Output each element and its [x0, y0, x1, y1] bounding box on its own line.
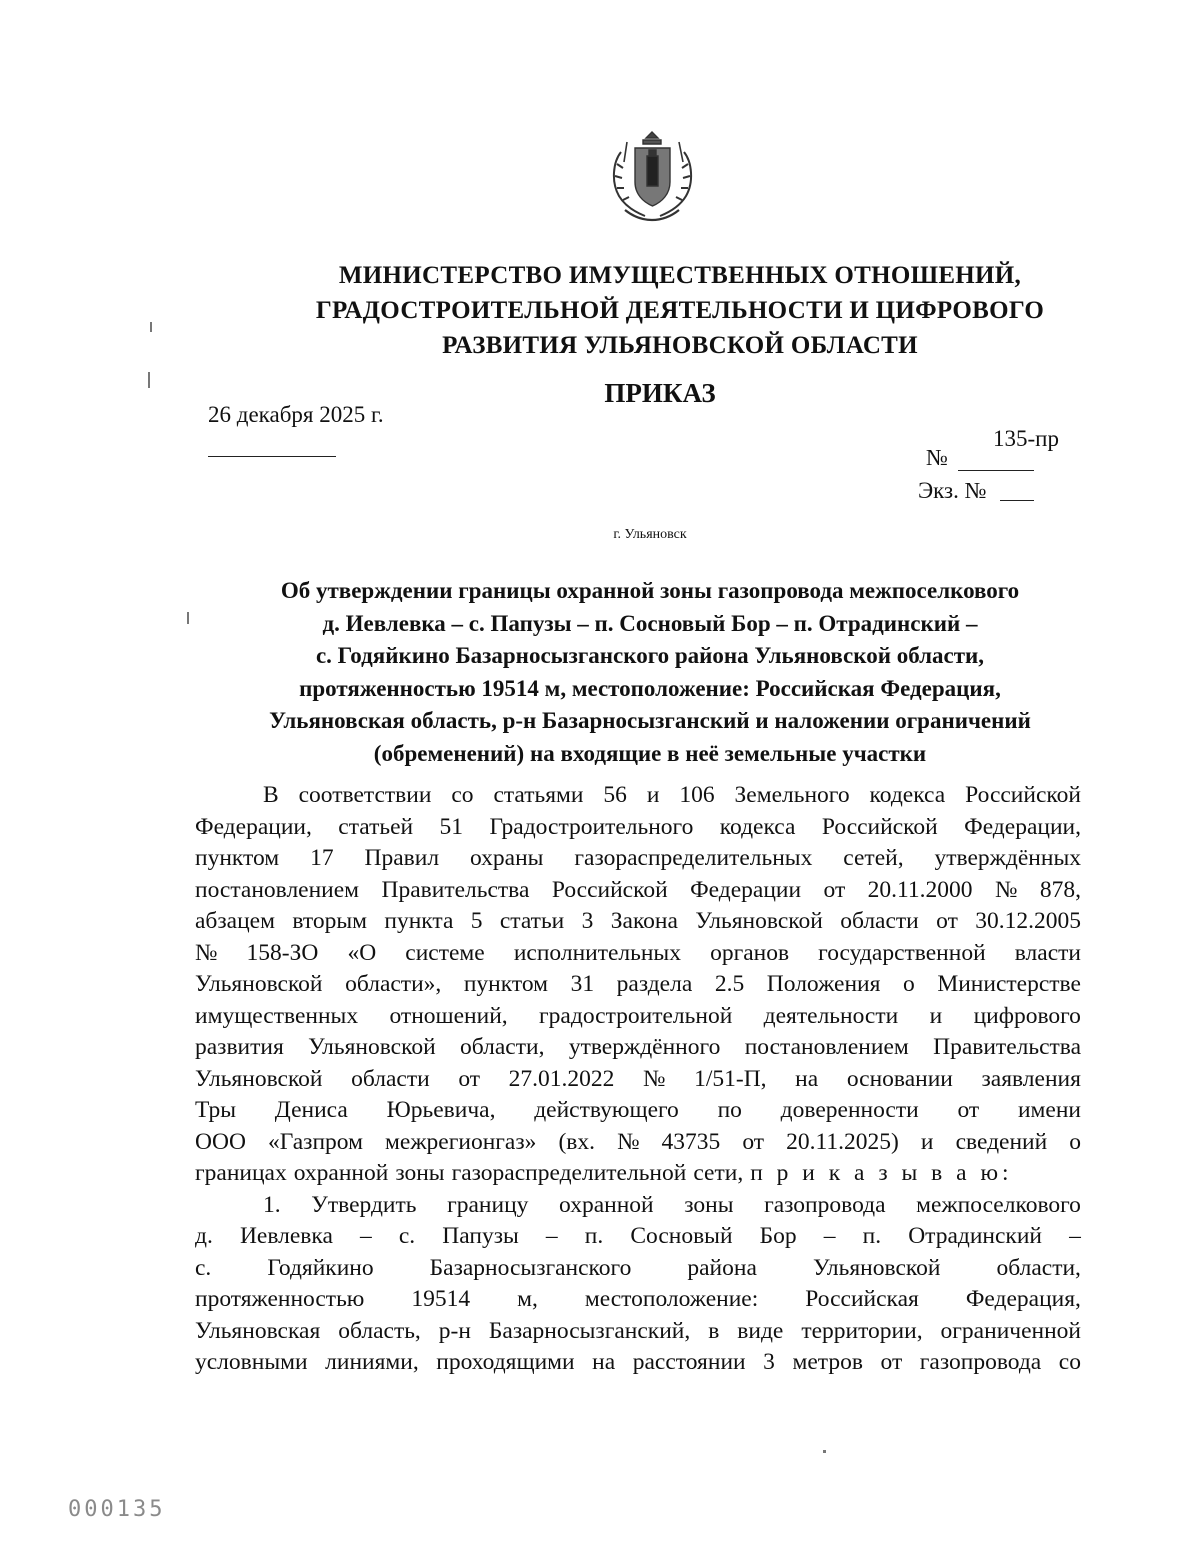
order-word: п р и к а з ы в а ю:	[750, 1160, 1013, 1186]
body-line: ООО «Газпром межрегионгаз» (вх. № 43735 от 20.11.2025) и сведений о	[195, 1128, 1081, 1155]
ministry-line-3: РАЗВИТИЯ УЛЬЯНОВСКОЙ ОБЛАСТИ	[442, 332, 918, 359]
order-body	[195, 780, 1081, 1379]
order-number-value: 135-пр	[993, 426, 1059, 451]
body-line: № 158-ЗО «О системе исполнительных органов государственной власти	[195, 939, 1081, 966]
copy-number-underline	[1000, 500, 1034, 501]
body-line: Федерации, статьей 51 Градостроительного кодекса Российской Федерации,	[195, 813, 1081, 840]
order-number-label: №	[926, 445, 948, 470]
subject-line: Ульяновская область, р-н Базарносызганский и наложении ограничений	[269, 708, 1031, 733]
body-line: постановлением Правительства Российской Федерации от 20.11.2000 № 878,	[195, 876, 1081, 903]
ministry-name	[300, 258, 1060, 363]
body-line: условными линиями, проходящими на расстоянии 3 метров от газопровода со	[195, 1349, 1081, 1375]
coat-of-arms-emblem	[605, 128, 700, 228]
body-line: имущественных отношений, градостроительной деятельности и цифрового	[195, 1002, 1081, 1029]
body-line: с. Годяйкино Базарносызганского района Ульяновской области,	[195, 1254, 1081, 1281]
body-line: развития Ульяновской области, утверждённого постановлением Правительства	[195, 1034, 1081, 1060]
page-stamp-number: 000135	[68, 1497, 166, 1522]
body-line: 1. Утвердить границу охранной зоны газопровода межпоселкового	[263, 1191, 1081, 1218]
ministry-line-2: ГРАДОСТРОИТЕЛЬНОЙ ДЕЯТЕЛЬНОСТИ И ЦИФРОВОГО	[315, 297, 1045, 324]
subject-line: (обременений) на входящие в неё земельные участки	[373, 740, 927, 766]
copy-number-label: Экз. №	[918, 478, 987, 503]
body-line: границах охранной зоны газораспределительной сети, п р и к а з ы в а ю:	[195, 1158, 1081, 1190]
body-line: Ульяновская область, р-н Базарносызганский, в виде территории, ограниченной	[195, 1317, 1081, 1344]
scan-speck	[823, 1450, 826, 1453]
subject-line: д. Иевлевка – с. Папузы – п. Сосновый Бор – п. Отрадинский –	[322, 610, 978, 636]
order-number-underline	[958, 470, 1034, 471]
city-name: г. Ульяновск	[613, 527, 687, 542]
date-underline	[208, 456, 336, 457]
body-line: д. Иевлевка – с. Папузы – п. Сосновый Бор – п. Отрадинский –	[195, 1223, 1081, 1249]
body-line: В соответствии со статьями 56 и 106 Земельного кодекса Российской	[263, 782, 1081, 808]
document-type-title: ПРИКАЗ	[604, 378, 716, 408]
scan-speck	[150, 322, 152, 332]
body-line: абзацем вторым пункта 5 статьи 3 Закона Ульяновской области от 30.12.2005	[195, 908, 1081, 934]
subject-line: Об утверждении границы охранной зоны газопровода межпоселкового	[280, 578, 1020, 603]
scan-speck	[187, 612, 189, 624]
body-line: протяженностью 19514 м, местоположение: Российская Федерация,	[195, 1286, 1081, 1312]
subject-line: с. Годяйкино Базарносызганского района Ульяновской области,	[315, 643, 985, 668]
order-date: 26 декабря 2025 г.	[208, 402, 384, 427]
body-line: пунктом 17 Правил охраны газораспределительных сетей, утверждённых	[195, 845, 1081, 871]
scan-speck	[148, 372, 150, 388]
subject-line: протяженностью 19514 м, местоположение: Российская Федерация,	[299, 675, 1001, 701]
order-subject	[200, 575, 1100, 770]
body-line: Тры Дениса Юрьевича, действующего по доверенности от имени	[195, 1097, 1081, 1123]
ministry-line-1: МИНИСТЕРСТВО ИМУЩЕСТВЕННЫХ ОТНОШЕНИЙ,	[338, 262, 1022, 289]
body-line: Ульяновской области», пунктом 31 раздела 2.5 Положения о Министерстве	[195, 971, 1081, 997]
body-line: Ульяновской области от 27.01.2022 № 1/51-П, на основании заявления	[195, 1065, 1081, 1092]
